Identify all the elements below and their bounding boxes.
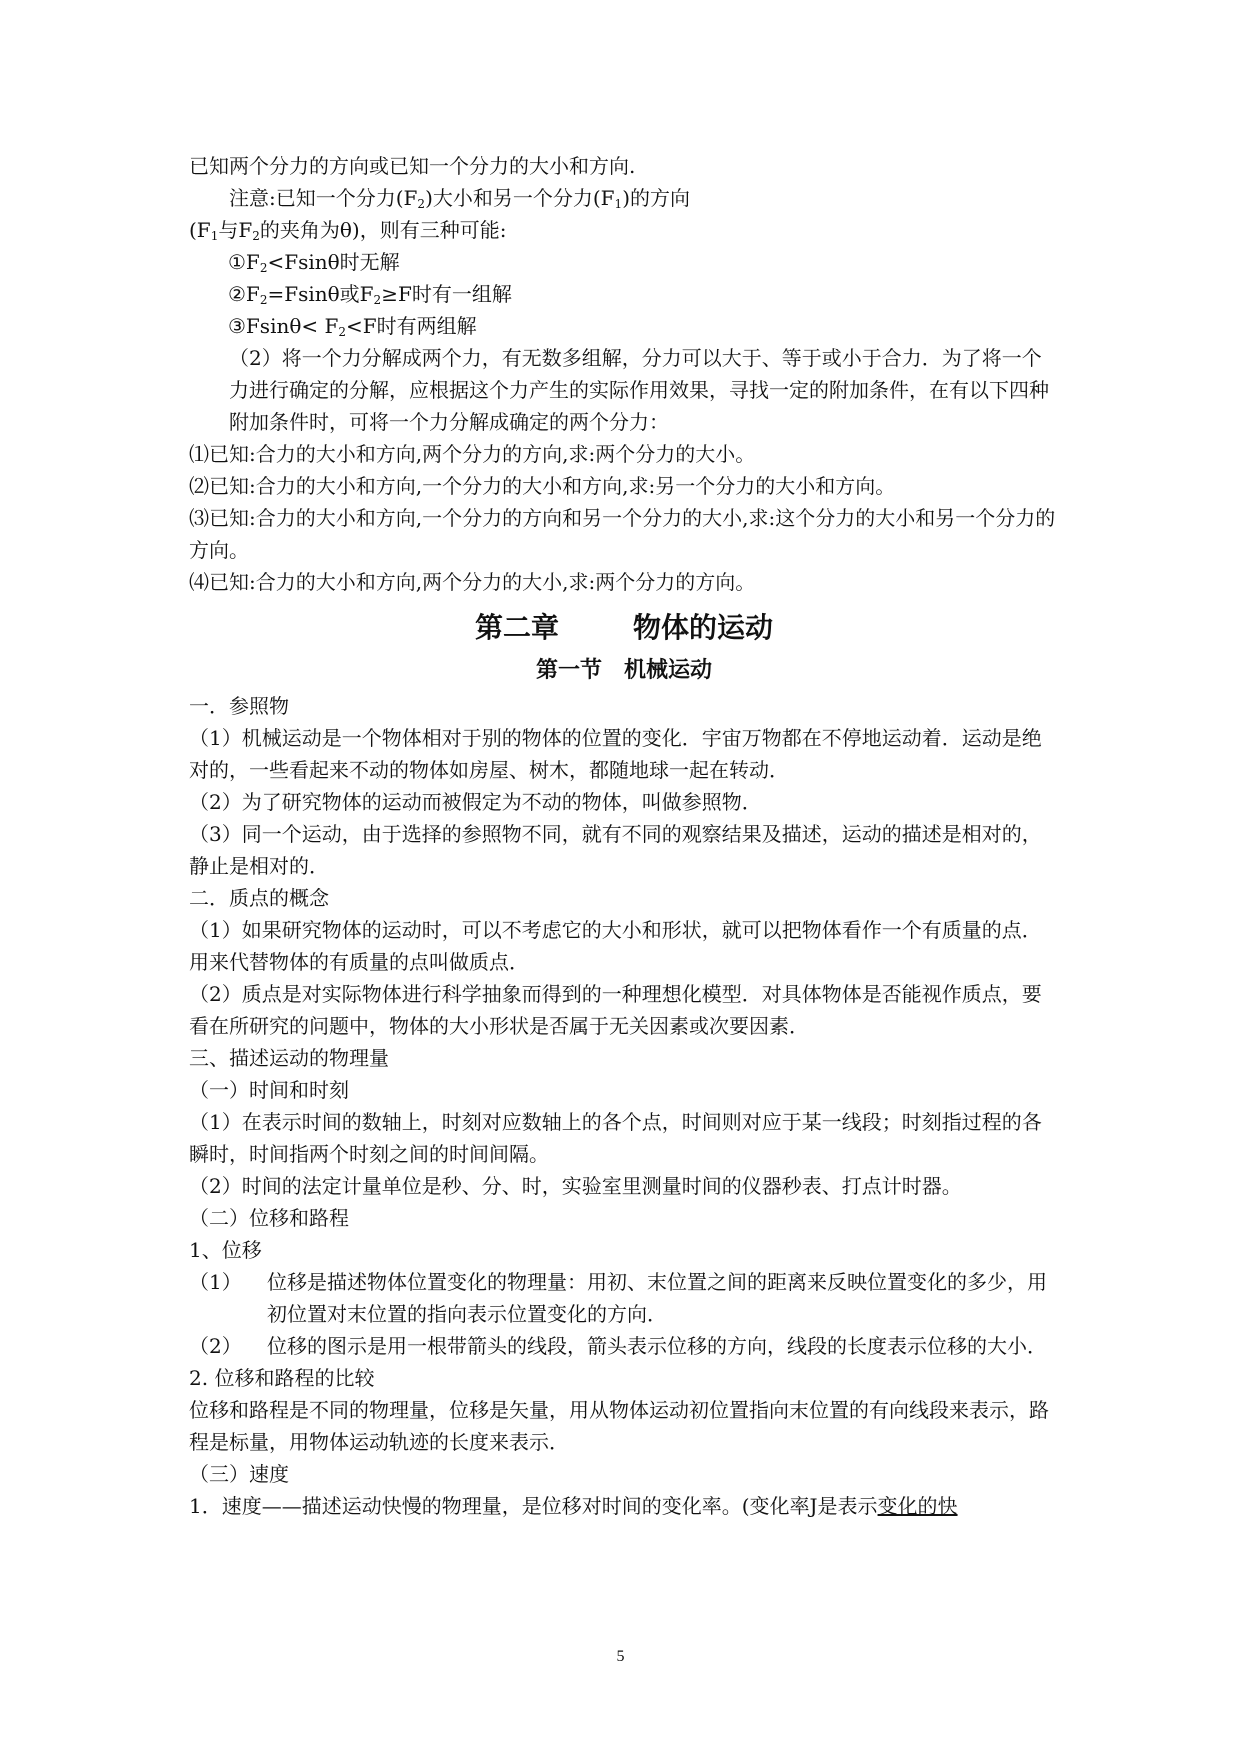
text-run: <F时有两组解 [346,314,477,338]
page-content [189,150,1059,1522]
underlined-text: 变化的快 [877,1494,958,1518]
condition-1: ⑴已知:合力的大小和方向,两个分力的方向,求:两个分力的大小。 [189,442,756,466]
paragraph: （1）机械运动是一个物体相对于别的物体的位置的变化．宇宙万物都在不停地运动着．运动是绝对的，一些看起来不动的物体如房屋、树木，都随地球一起在转动． [189,726,1042,782]
case-line-3 [189,310,1059,342]
text-run: )的方向 [622,186,690,210]
paragraph: （1）如果研究物体的运动时，可以不考虑它的大小和形状，就可以把物体看作一个有质量的点．用来代替物体的有质量的点叫做质点． [189,918,1042,974]
paragraph: （2）为了研究物体的运动而被假定为不动的物体，叫做参照物． [189,790,762,814]
list-number: （1） [189,1270,242,1294]
heading: 二．质点的概念 [189,886,329,910]
text-run: ③Fsinθ< F [228,314,339,338]
heading: 三、描述运动的物理量 [189,1046,389,1070]
subheading: （三）速度 [189,1462,289,1486]
text-run: 的夹角为θ)，则有三种可能: [259,218,507,242]
heading: 一．参照物 [189,694,289,718]
list-text: 位移是描述物体位置变化的物理量：用初、末位置之间的距离来反映位置变化的多少，用初位置对末位置的指向表示位置变化的方向． [267,1270,1047,1326]
text-run: ①F [228,250,260,274]
condition-2: ⑵已知:合力的大小和方向,一个分力的大小和方向,求:另一个分力的大小和方向。 [189,474,896,498]
paragraph: 位移和路程是不同的物理量，位移是矢量，用从物体运动初位置指向末位置的有向线段来表示，路程是标量，用物体运动轨迹的长度来表示． [189,1398,1049,1454]
text-run: 1．速度——描述运动快慢的物理量，是位移对时间的变化率。(变化率J是表示 [189,1494,878,1518]
chapter-title [189,608,1059,648]
text-run: <Fsinθ时无解 [267,250,400,274]
subheading: （二）位移和路程 [189,1206,349,1230]
list-text: 位移的图示是用一根带箭头的线段，箭头表示位移的方向，线段的长度表示位移的大小． [267,1334,1047,1358]
paragraph: （2）质点是对实际物体进行科学抽象而得到的一种理想化模型．对具体物体是否能视作质点，要看在所研究的问题中，物体的大小形状是否属于无关因素或次要因素． [189,982,1042,1038]
subheading: 1、位移 [189,1238,262,1262]
text-line: 已知两个分力的方向或已知一个分力的大小和方向. [189,154,636,178]
subheading: 2. 位移和路程的比较 [189,1366,375,1390]
text-run: ≥F时有一组解 [381,282,512,306]
subheading: （一）时间和时刻 [189,1078,349,1102]
section-title [189,654,1059,688]
case-line-2 [189,278,1059,310]
subscript: 2 [373,293,382,307]
subscript: 2 [338,325,347,339]
subscript: 2 [417,197,426,211]
page-number: 5 [616,1648,625,1665]
paragraph: （3）同一个运动，由于选择的参照物不同，就有不同的观察结果及描述，运动的描述是相对的，静止是相对的． [189,822,1042,878]
subscript: 2 [259,293,268,307]
paragraph [189,1490,1059,1522]
section-name: 机械运动 [624,658,713,683]
section-number: 第一节 [535,658,602,683]
paragraph: （2）时间的法定计量单位是秒、分、时，实验室里测量时间的仪器秒表、打点计时器。 [189,1174,962,1198]
list-item [189,1266,1059,1330]
subscript: 1 [210,229,219,243]
condition-4: ⑷已知:合力的大小和方向,两个分力的大小,求:两个分力的方向。 [189,570,756,594]
chapter-name: 物体的运动 [633,611,774,644]
subscript: 1 [614,197,623,211]
subscript: 2 [259,261,268,275]
text-run: =Fsinθ或F [267,282,374,306]
subscript: 2 [252,229,260,243]
text-run: (F [189,218,211,242]
text-run: 与F [218,218,253,242]
text-run: ②F [228,282,260,306]
case-line-1 [189,246,1059,278]
note-line [189,182,1059,214]
paragraph: （1）在表示时间的数轴上，时刻对应数轴上的各个点，时间则对应于某一线段；时刻指过程的各瞬时，时间指两个时刻之间的时间间隔。 [189,1110,1042,1166]
chapter-number: 第二章 [474,611,559,644]
list-item [189,1330,1059,1362]
text-run: )大小和另一个分力(F [425,186,615,210]
paragraph: （2）将一个力分解成两个力，有无数多组解，分力可以大于、等于或小于合力．为了将一个力进行确定的分解，应根据这个力产生的实际作用效果，寻找一定的附加条件，在有以下四种附加条件时，可将一个力分解成确定的两个分力： [229,346,1049,434]
list-number: （2） [189,1334,242,1358]
condition-3: ⑶已知:合力的大小和方向,一个分力的方向和另一个分力的大小,求:这个分力的大小和另一个分力的方向。 [189,506,1056,562]
text-run: 注意:已知一个分力(F [229,186,418,210]
note-line-continuation [189,214,1059,246]
